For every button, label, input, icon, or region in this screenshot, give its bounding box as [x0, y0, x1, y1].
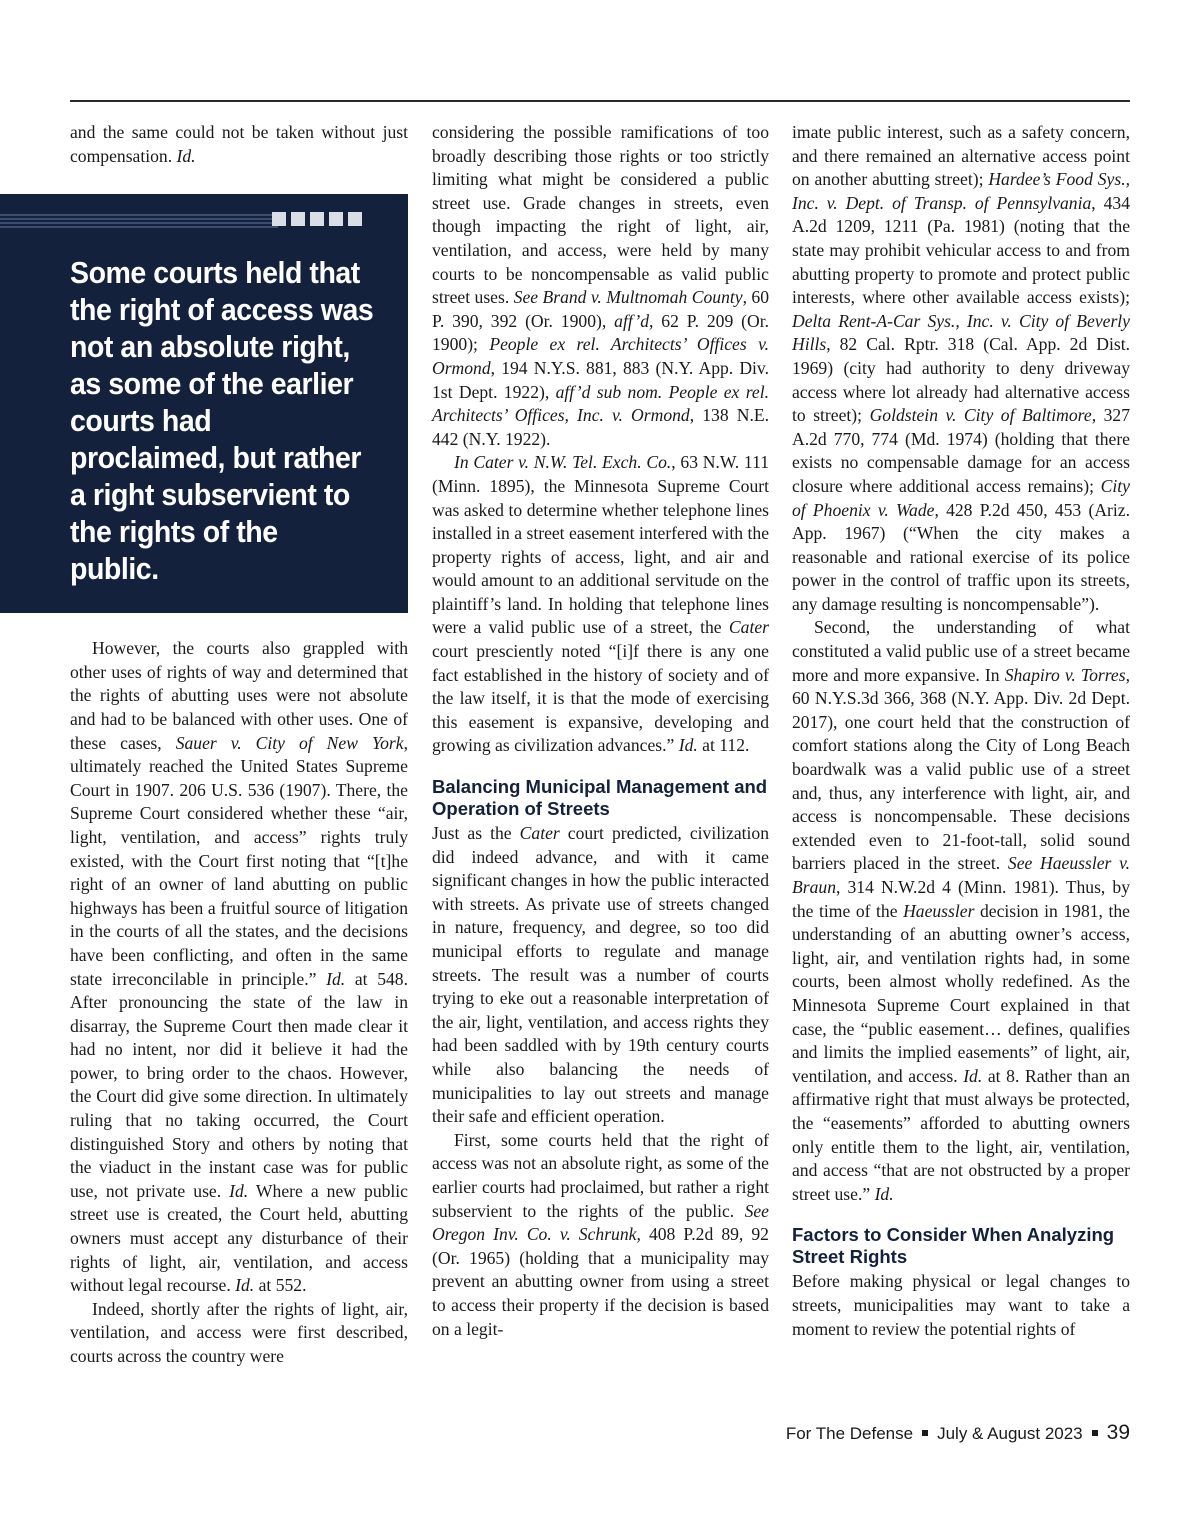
paragraph: In Cater v. N.W. Tel. Exch. Co., 63 N.W. 111 (Minn. 1895), the Minnesota Supreme Court was asked to determine whether telephone lines installed in a street easement interfered with the property rights of access, light, and air and would amount to an additional servitude on the plaintiff’s land. In holding that telephone lines were a valid public use of a street, the Cater court presciently noted “[i]f there is any one fact established in the history of society and of the law itself, it is that the mode of exercising this easement is expansive, developing and growing as civilization advances.” Id. at 112. — [432, 452, 770, 756]
bullet-separator — [1092, 1430, 1098, 1436]
column-2 — [432, 121, 769, 1341]
page-footer — [0, 1421, 1130, 1445]
pull-quote — [0, 194, 408, 613]
bullet-separator — [922, 1430, 928, 1436]
top-rule — [70, 100, 1130, 102]
column-3 — [792, 121, 1130, 1341]
paragraph: considering the possible ramifications of too broadly describing those rights or too strictly limiting what might be considered a public street use. Grade changes in streets, even though impacting the right of light, air, ventilation, and access, were held by many courts to be noncompensable as valid public street uses. See Brand v. Multnomah County, 60 P. 390, 392 (Or. 1900), aff’d, 62 P. 209 (Or. 1900); People ex rel. Architects’ Offices v. Ormond, 194 N.Y.S. 881, 883 (N.Y. App. Div. 1st Dept. 1922), aff’d sub nom. People ex rel. Architects’ Offices, Inc. v. Ormond, 138 N.E. 442 (N.Y. 1922). — [432, 122, 770, 449]
paragraph: However, the courts also grappled with other uses of rights of way and determined that the rights of abutting uses were not absolute and had to be balanced with other uses. One of these cases, Sauer v. City of New York, ultimately reached the United States Supreme Court in 1907. 206 U.S. 536 (1907). There, the Supreme Court considered whether these “air, light, ventilation, and access” rights truly existed, with the Court first noting that “[t]he right of an owner of land abutting on public highways has been a fruitful source of litigation in the courts of all the states, and the decisions have been conflicting, and often in the same state irreconcilable in principle.” Id. at 548. After pronouncing the state of the law in disarray, the Supreme Court then made clear it had no intent, nor did it believe it had the power, to bring order to the chaos. However, the Court did give some direction. In ultimately ruling that no taking occurred, the Court distinguished Story and others by noting that the viaduct in the instant case was for public use, not private use. Id. Where a new public street use is created, the Court held, abutting owners must accept any disturbance of their rights of light, air, ventilation, and access without legal recourse. Id. at 552. — [70, 638, 408, 1296]
paragraph: First, some courts held that the right of access was not an absolute right, as some of the earlier courts had proclaimed, but rather a right subservient to the rights of the public. See Oregon Inv. Co. v. Schrunk, 408 P.2d 89, 92 (Or. 1965) (holding that a municipality may prevent an abutting owner from using a street to access their property if the decision is based on a legit- — [432, 1129, 769, 1339]
issue-date: July & August 2023 — [937, 1424, 1083, 1443]
paragraph: Just as the Cater court predicted, civilization did indeed advance, and with it came significant changes in how the public interacted with streets. As private use of streets changed in nature, frequency, and degree, so too did municipal efforts to regulate and manage streets. The result was a number of courts trying to eke out a reasonable interpretation of the air, light, ventilation, and access rights they had been saddled with by 19th century courts while also balancing the needs of municipalities to lay out streets and manage their safe and efficient operation. — [432, 823, 769, 1127]
page-number: 39 — [1106, 1421, 1130, 1444]
publication-name: For The Defense — [785, 1424, 914, 1443]
pull-quote-ornament — [0, 210, 408, 232]
column-1 — [70, 121, 408, 1369]
paragraph: Second, the understanding of what constituted a valid public use of a street became more and more expansive. In Shapiro v. Torres, 60 N.Y.S.3d 366, 368 (N.Y. App. Div. 2d Dept. 2017), one court held that the construction of comfort stations along the City of Long Beach boardwalk was a valid public use of a street and, thus, any interference with light, air, and access is noncompensable. These decisions extended even to 21-foot-tall, solid sound barriers placed in the street. See Haeussler v. Braun, 314 N.W.2d 4 (Minn. 1981). Thus, by the time of the Haeussler decision in 1981, the understanding of an abutting owner’s access, light, air, and ventilation rights had, in some courts, been almost wholly redefined. As the Minnesota Supreme Court explained in that case, the “public easement… defines, qualifies and limits the implied easements” of light, air, ventilation, and access. Id. at 8. Rather than an affirmative right that must always be protected, the “easements” afforded to abutting owners only entitle them to the light, air, ventilation, and access “that are not obstructed by a proper street use.” Id. — [792, 617, 1130, 1204]
paragraph: Before making physical or legal changes to streets, municipalities may want to take a moment to review the potential rights of — [792, 1271, 1130, 1339]
paragraph: Indeed, shortly after the rights of light, air, ventilation, and access were first described, courts across the country were — [70, 1298, 408, 1366]
pull-quote-text: Some courts held that the right of access was not an absolute right, as some of the earlier courts had proclaimed, but rather a right subservient to the rights of the public. — [70, 255, 374, 587]
paragraph: and the same could not be taken without just compensation. Id. — [70, 122, 408, 166]
section-heading: Factors to Consider When Analyzing Street Rights — [792, 1224, 1115, 1268]
paragraph: imate public interest, such as a safety concern, and there remained an alternative access point on another abutting street); Hardee’s Food Sys., Inc. v. Dept. of Transp. of Pennsylvania, 434 A.2d 1209, 1211 (Pa. 1981) (noting that the state may prohibit vehicular access to and from abutting property to promote and protect public interests, where other available access exists); Delta Rent-A-Car Sys., Inc. v. City of Beverly Hills, 82 Cal. Rptr. 318 (Cal. App. 2d Dist. 1969) (city had authority to deny driveway access where lot already had alternative access to street); Goldstein v. City of Baltimore, 327 A.2d 770, 774 (Md. 1974) (holding that there exists no compensable damage for an access closure where additional access remains); City of Phoenix v. Wade, 428 P.2d 450, 453 (Ariz. App. 1967) (“When the city makes a reasonable and rational exercise of its police power in the control of traffic upon its streets, any damage resulting is noncompensable”). — [792, 122, 1131, 614]
section-heading: Balancing Municipal Management and Operation of Streets — [432, 776, 768, 820]
